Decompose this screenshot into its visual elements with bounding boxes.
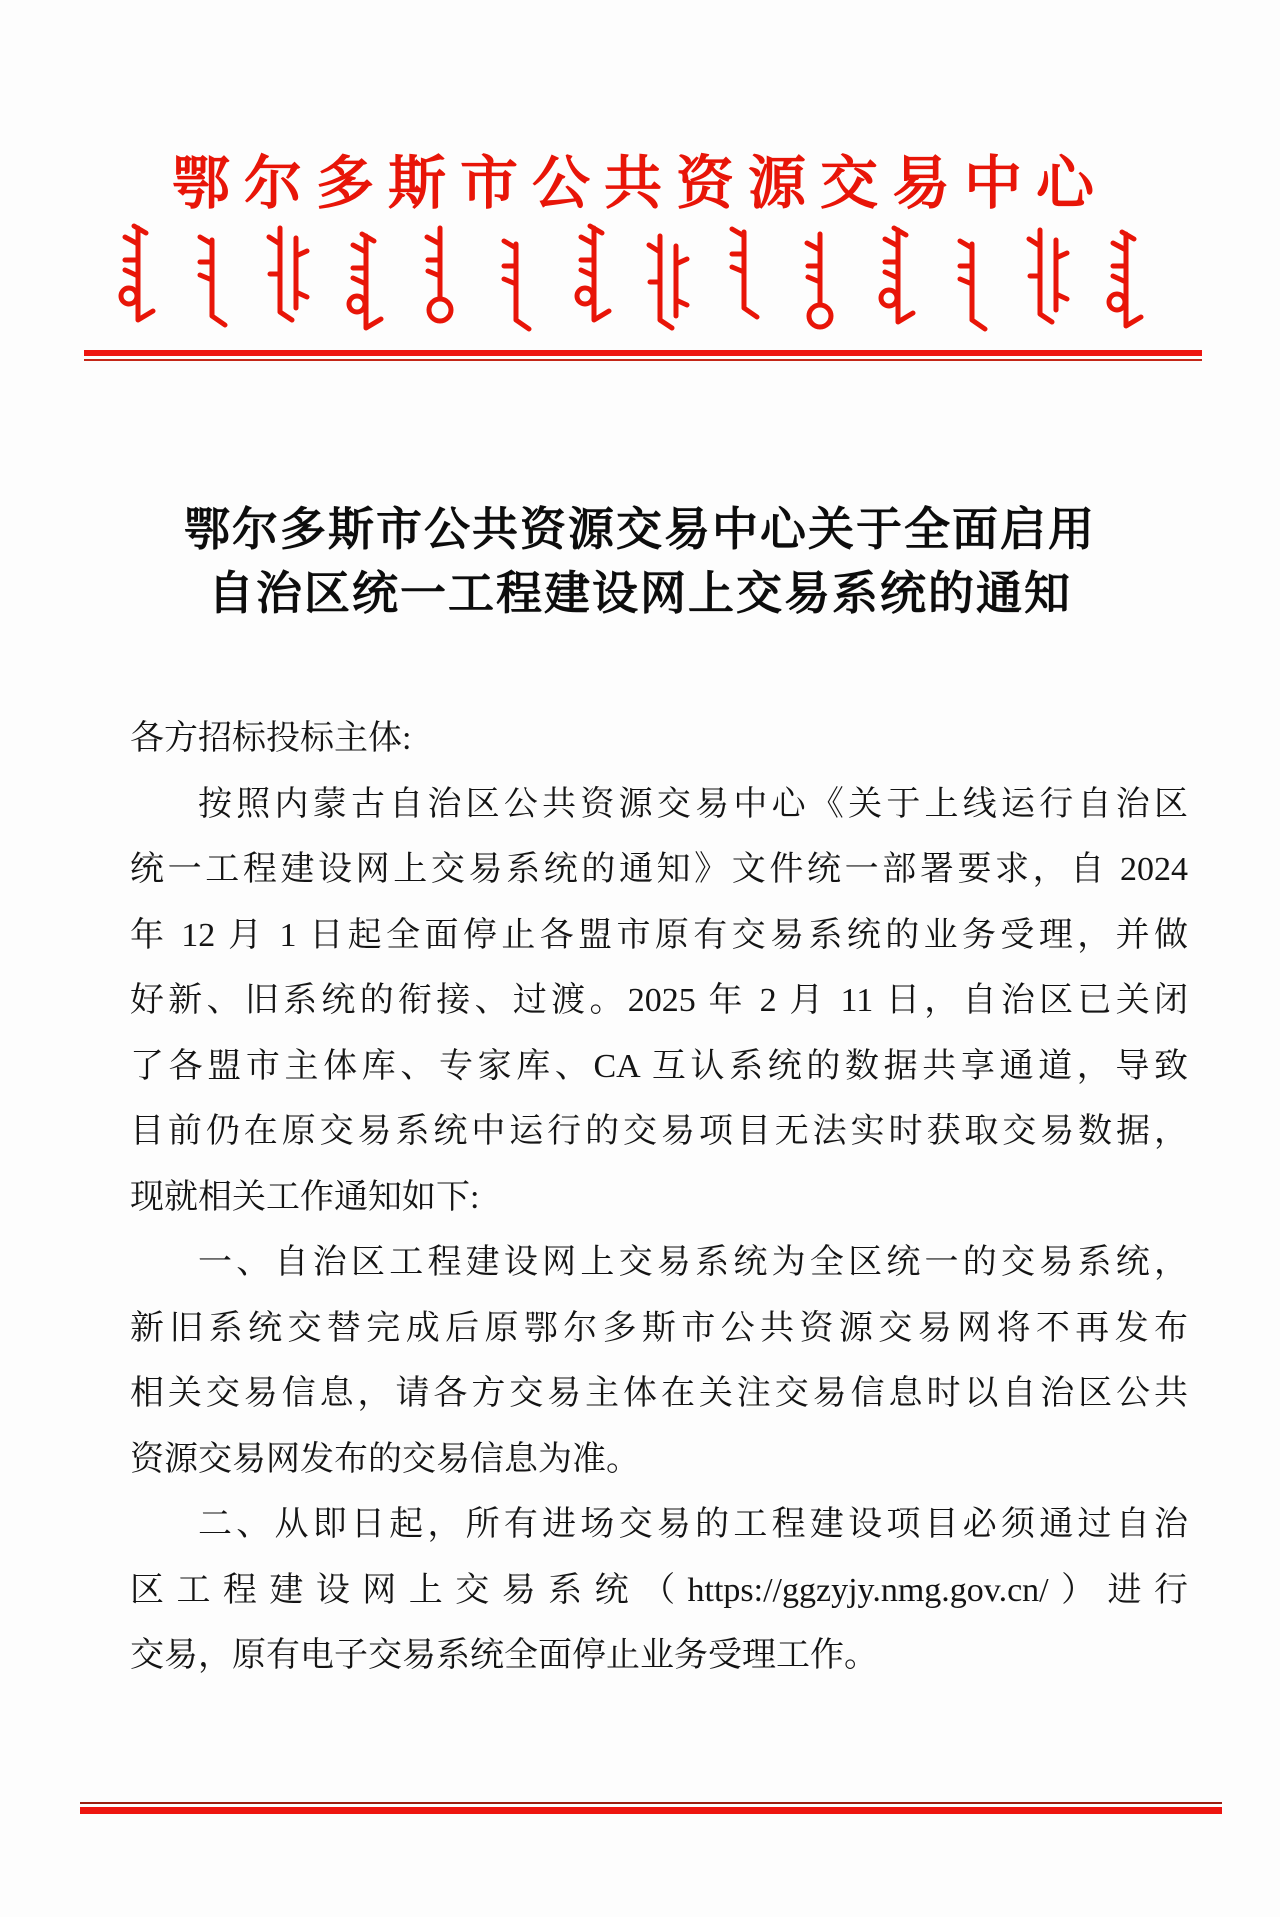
document-title-line2: 自治区统一工程建设网上交易系统的通知	[208, 568, 1072, 619]
body-line: 交易，原有电子交易系统全面停止业务受理工作。	[130, 1637, 878, 1674]
body-line: 一、自治区工程建设网上交易系统为全区统一的交易系统，	[198, 1244, 1188, 1281]
body-line: 年 12 月 1 日起全面停止各盟市原有交易系统的业务受理，并做	[130, 916, 1188, 954]
body-line: 目前仍在原交易系统中运行的交易项目无法实时获取交易数据，	[130, 1113, 1188, 1150]
body-line: 好新、旧系统的衔接、过渡。2025 年 2 月 11 日，自治区已关闭	[130, 982, 1188, 1019]
body-salutation: 各方招标投标主体:	[130, 720, 412, 757]
body-line: 按照内蒙古自治区公共资源交易中心《关于上线运行自治区	[198, 785, 1188, 823]
mongolian-script-icon	[108, 220, 1172, 336]
body-line: 了各盟市主体库、专家库、CA 互认系统的数据共享通道，导致	[130, 1047, 1188, 1085]
footer-thick-line	[80, 1807, 1222, 1814]
body-line: 资源交易网发布的交易信息为准。	[130, 1440, 640, 1478]
divider-thick-line	[84, 350, 1202, 356]
mongolian-script-row	[0, 220, 1280, 336]
document-title	[0, 498, 1280, 626]
body-line: 现就相关工作通知如下:	[130, 1178, 480, 1216]
body-line: 统一工程建设网上交易系统的通知》文件统一部署要求，自 2024	[130, 851, 1188, 888]
letterhead-divider	[84, 350, 1202, 361]
footer-divider	[80, 1802, 1222, 1814]
letterhead-org-name: 鄂尔多斯市公共资源交易中心	[171, 151, 1108, 216]
body-line: 相关交易信息，请各方交易主体在关注交易信息时以自治区公共	[130, 1375, 1188, 1412]
document-body	[130, 706, 1188, 1689]
body-line-url: 区工程建设网上交易系统（https://ggzyjy.nmg.gov.cn/）进行	[130, 1571, 1188, 1609]
footer-thin-line	[80, 1802, 1222, 1804]
body-line: 二、从即日起，所有进场交易的工程建设项目必须通过自治	[198, 1506, 1188, 1543]
document-title-line1: 鄂尔多斯市公共资源交易中心关于全面启用	[184, 504, 1096, 555]
divider-thin-line	[84, 359, 1202, 361]
body-line: 新旧系统交替完成后原鄂尔多斯市公共资源交易网将不再发布	[130, 1309, 1188, 1347]
